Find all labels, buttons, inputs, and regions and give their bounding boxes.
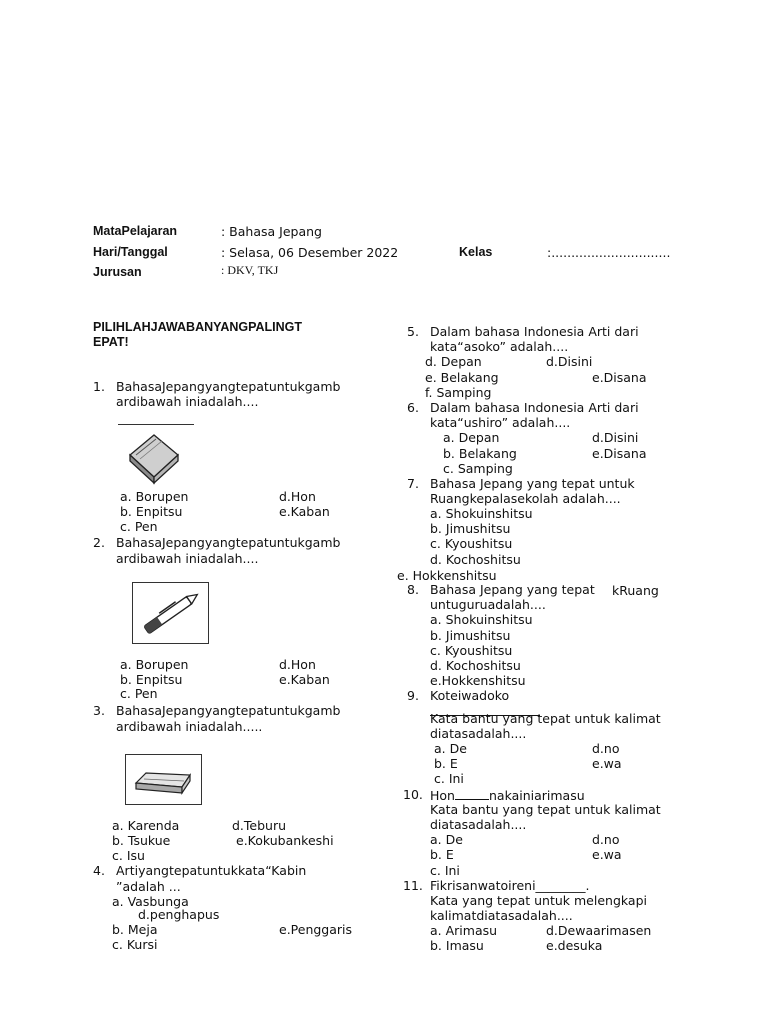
q3-number: 3. — [93, 703, 105, 718]
q6-text-line-2: kata“ushiro” adalah.... — [430, 415, 571, 430]
q1-picture — [118, 424, 194, 490]
q7-option-a: a. Shokuinshitsu — [430, 506, 533, 521]
q2-text-line-2: ardibawah iniadalah.... — [116, 551, 259, 566]
class-value: :.............................. — [547, 245, 671, 260]
q4-option-e: e.Penggaris — [279, 922, 353, 937]
major-label: Jurusan — [93, 265, 142, 279]
q1-option-c: c. Pen — [120, 519, 158, 534]
q2-option-b: b. Enpitsu — [120, 672, 183, 687]
q3-option-d: d.Teburu — [232, 818, 287, 833]
q6-option-c: c. Samping — [443, 461, 513, 476]
q9-option-d: d.no — [592, 741, 620, 756]
subject-value: : Bahasa Jepang — [221, 224, 322, 239]
q4-option-a: a. Vasbunga — [112, 894, 189, 909]
q3-option-a: a. Karenda — [112, 818, 180, 833]
q3-option-b: b. Tsukue — [112, 833, 171, 848]
q6-option-d: d.Disini — [592, 430, 639, 445]
q1-number: 1. — [93, 379, 105, 394]
q4-text-line-2: ”adalah ... — [116, 879, 181, 894]
q11-option-e: e.desuka — [546, 938, 603, 953]
q10-blank — [455, 787, 489, 800]
q1-text-line-1: BahasaJepangyangtepatuntukgamb — [116, 379, 341, 394]
q4-number: 4. — [93, 863, 105, 878]
q10-option-c: c. Ini — [430, 863, 460, 878]
q10-option-b: b. E — [430, 847, 454, 862]
q3-picture — [125, 754, 202, 805]
q4-option-c: c. Kursi — [112, 937, 158, 952]
q10-number: 10. — [403, 787, 423, 802]
q9-option-a: a. De — [434, 741, 467, 756]
q9-number: 9. — [407, 688, 419, 703]
q3-option-e: e.Kokubankeshi — [236, 833, 334, 848]
q7-option-b: b. Jimushitsu — [430, 521, 511, 536]
q6-option-a: a. Depan — [443, 430, 500, 445]
pencil-case-icon — [126, 755, 201, 804]
q9-option-c: c. Ini — [434, 771, 464, 786]
instruction-line-1: PILIHLAHJAWABANYANGPALINGT — [93, 320, 303, 334]
q9-option-b: b. E — [434, 756, 458, 771]
class-label: Kelas — [459, 245, 493, 259]
q7-number: 7. — [407, 476, 419, 491]
q4-text-line-1: Artiyangtepatuntukkata“Kabin — [116, 863, 307, 878]
q11-option-d: d.Dewaarimasen — [546, 923, 652, 938]
q8-option-a: a. Shokuinshitsu — [430, 612, 533, 627]
q2-option-a: a. Borupen — [120, 657, 189, 672]
q8-text-line-1: Bahasa Jepang yang tepat — [430, 582, 595, 597]
pen-icon — [133, 583, 208, 643]
q9-sentence: Koteiwadoko — [430, 688, 510, 703]
q7-option-d: d. Kochoshitsu — [430, 552, 521, 567]
q10-sentence — [430, 787, 585, 803]
q10-option-e: e.wa — [592, 847, 622, 862]
q5-number: 5. — [407, 324, 419, 339]
q9-text-line-2: diatasadalah.... — [430, 726, 527, 741]
q3-option-c: c. Isu — [112, 848, 145, 863]
q2-text-line-1: BahasaJepangyangtepatuntukgamb — [116, 535, 341, 550]
q3-text-line-2: ardibawah iniadalah..... — [116, 719, 263, 734]
q2-picture — [132, 582, 209, 644]
q8-option-e: e.Hokkenshitsu — [430, 673, 526, 688]
q8-option-d: d. Kochoshitsu — [430, 658, 521, 673]
q2-option-c: c. Pen — [120, 686, 158, 701]
major-value: : DKV, TKJ — [221, 263, 279, 277]
q10-text-line-2: diatasadalah.... — [430, 817, 527, 832]
q11-option-b: b. Imasu — [430, 938, 484, 953]
q5-option-a: d. Depan — [425, 354, 482, 369]
q5-text-line-1: Dalam bahasa Indonesia Arti dari — [430, 324, 639, 339]
q2-option-d: d.Hon — [279, 657, 316, 672]
book-icon — [118, 425, 194, 490]
q11-text-line-2: kalimatdiatasadalah.... — [430, 908, 573, 923]
date-label: Hari/Tanggal — [93, 245, 168, 259]
q1-option-a: a. Borupen — [120, 489, 189, 504]
q10-text-line-1: Kata bantu yang tepat untuk kalimat — [430, 802, 661, 817]
instruction-line-2: EPAT! — [93, 335, 129, 349]
q5-text-line-2: kata“asoko” adalah.... — [430, 339, 569, 354]
q5-option-c: f. Samping — [425, 385, 492, 400]
q2-number: 2. — [93, 535, 105, 550]
q6-number: 6. — [407, 400, 419, 415]
q1-text-line-2: ardibawah iniadalah.... — [116, 394, 259, 409]
q7-text-line-2: Ruangkepalasekolah adalah.... — [430, 491, 621, 506]
q8-number: 8. — [407, 582, 419, 597]
q4-option-d: d.penghapus — [138, 907, 220, 922]
q7-option-e: e. Hokkenshitsu — [397, 568, 497, 583]
q8-option-c: c. Kyoushitsu — [430, 643, 513, 658]
q10-sentence-part-1: Hon — [430, 788, 455, 803]
q3-text-line-1: BahasaJepangyangtepatuntukgamb — [116, 703, 341, 718]
q1-option-e: e.Kaban — [279, 504, 330, 519]
q4-option-b: b. Meja — [112, 922, 158, 937]
q10-option-d: d.no — [592, 832, 620, 847]
q7-option-c: c. Kyoushitsu — [430, 536, 513, 551]
q2-option-e: e.Kaban — [279, 672, 330, 687]
q8-text-line-2: untuguruadalah.... — [430, 597, 546, 612]
q10-sentence-part-2: nakainiarimasu — [488, 788, 585, 803]
q6-option-b: b. Belakang — [443, 446, 517, 461]
q1-option-b: b. Enpitsu — [120, 504, 183, 519]
q9-option-e: e.wa — [592, 756, 622, 771]
q5-option-e: e.Disana — [592, 370, 647, 385]
q11-sentence: Fikrisanwatoireni________. — [430, 878, 590, 893]
q11-option-a: a. Arimasu — [430, 923, 498, 938]
q5-option-d: d.Disini — [546, 354, 593, 369]
q7-text-line-1: Bahasa Jepang yang tepat untuk — [430, 476, 635, 491]
subject-label: MataPelajaran — [93, 224, 178, 238]
q5-option-b: e. Belakang — [425, 370, 499, 385]
q11-number: 11. — [403, 878, 423, 893]
q1-option-d: d.Hon — [279, 489, 316, 504]
q6-option-e: e.Disana — [592, 446, 647, 461]
q11-text-line-1: Kata yang tepat untuk melengkapi — [430, 893, 647, 908]
q9-text-line-1: Kata bantu yang tepat untuk kalimat — [430, 711, 661, 726]
date-value: : Selasa, 06 Desember 2022 — [221, 245, 399, 260]
q8-text-line-1b: kRuang — [612, 583, 659, 598]
q8-option-b: b. Jimushitsu — [430, 628, 511, 643]
q6-text-line-1: Dalam bahasa Indonesia Arti dari — [430, 400, 639, 415]
q10-option-a: a. De — [430, 832, 463, 847]
